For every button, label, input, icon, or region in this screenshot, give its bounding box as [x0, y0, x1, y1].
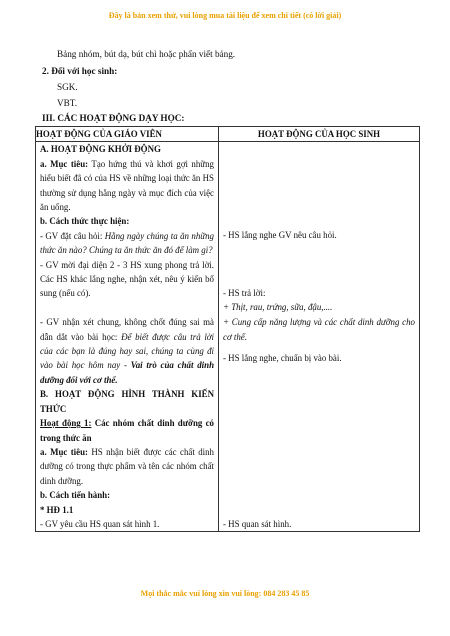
student-activities-cell: [219, 142, 420, 532]
part-a-how-label: b. Cách thức thực hiện:: [40, 216, 130, 227]
hs-answer-2: + Cung cấp năng lượng và các chất dinh dưỡng cho cơ thể.: [223, 317, 415, 342]
activities-table: [35, 126, 420, 532]
activity-1-how-label: b. Cách tiến hành:: [40, 490, 111, 501]
hs-listen-question: - HS lắng nghe GV nêu câu hỏi.: [223, 230, 337, 241]
part-a-title: A. HOẠT ĐỘNG KHỞI ĐỘNG: [40, 144, 161, 155]
part-a-goal: a. Mục tiêu: Tạo hứng thú và khơi gợi những hiểu biết đã có của HS về những loại thức ăn HS thường sử dụng hằng ngày và mục đích của việc ăn uống.: [40, 158, 214, 213]
activity-1-title: Hoạt động 1: Các nhóm chất dinh dưỡng có trong thức ăn: [40, 418, 214, 443]
item-vbt: VBT.: [57, 98, 77, 108]
preview-notice: Đây là bản xem thử, vui lòng mua tài liệu để xem chi tiết (có lời giải): [108, 11, 342, 20]
contact-notice: Mọi thắc mắc vui lòng xin vui lòng: 084 283 45 85: [140, 589, 310, 598]
section-2-heading: 2. Đối với học sinh:: [42, 66, 118, 76]
teacher-activities-cell: [36, 142, 219, 532]
section-3-heading: III. CÁC HOẠT ĐỘNG DẠY HỌC:: [42, 113, 185, 123]
col-teacher-header: HOẠT ĐỘNG CỦA GIÁO VIÊN: [36, 127, 219, 142]
gv-comment: - GV nhận xét chung, không chốt đúng sai mà dẫn dắt vào bài học: Để biết được câu trả lời của các bạn là đúng hay sai, chúng ta cùng đi vào bài học hôm nay - Vai trò của chất dinh dưỡng đối với cơ thể.: [40, 317, 215, 385]
activity-1-goal: a. Mục tiêu: HS nhận biết được các chất dinh dưỡng có trong thực phẩm và tên các nhóm chất dinh dưỡng.: [40, 446, 214, 486]
table-header-row: [36, 127, 420, 142]
hs-observe: - HS quan sát hình.: [223, 518, 292, 529]
col-student-header: HOẠT ĐỘNG CỦA HỌC SINH: [219, 127, 420, 142]
gv-question: - GV đặt câu hỏi: Hằng ngày chúng ta ăn những thức ăn nào? Chúng ta ăn thức ăn đó để làm gì?: [40, 230, 214, 256]
item-sgk: SGK.: [57, 82, 78, 92]
part-b-title: B. HOẠT ĐỘNG HÌNH THÀNH KIẾN THỨC: [40, 389, 214, 414]
table-row: [36, 142, 420, 532]
hs-answer: - HS trả lời:: [223, 288, 266, 299]
activity-1-1-label: * HĐ 1.1: [40, 504, 74, 515]
hs-answer-1: + Thịt, rau, trứng, sữa, đậu,....: [223, 302, 333, 313]
gv-observe: - GV yêu cầu HS quan sát hình 1.: [40, 518, 160, 529]
gv-invite: - GV mời đại diện 2 - 3 HS xung phong trả lời. Các HS khác lắng nghe, nhận xét, nêu ý kiến bổ sung (nếu có).: [40, 259, 214, 299]
materials-line: Bảng nhóm, bút dạ, bút chì hoặc phấn viết bảng.: [57, 49, 236, 59]
hs-listen-ready: - HS lắng nghe, chuẩn bị vào bài.: [223, 353, 342, 364]
